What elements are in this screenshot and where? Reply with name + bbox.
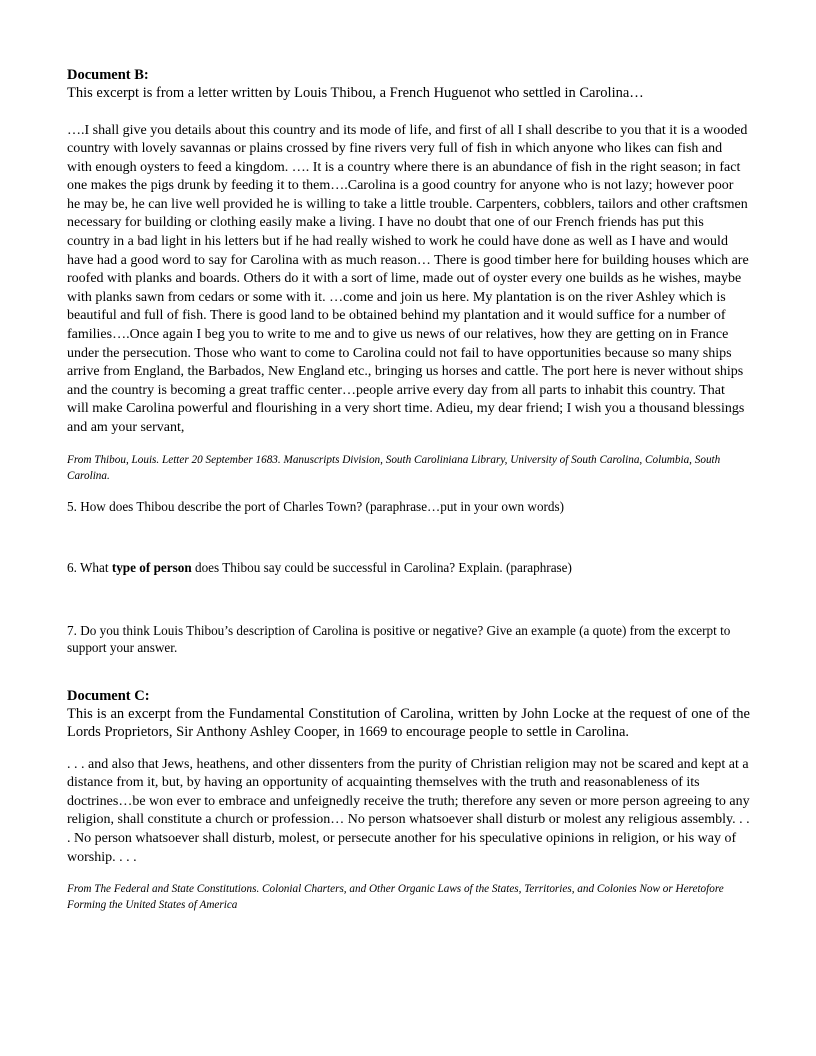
question-6-emphasis: type of person — [111, 559, 192, 575]
document-b-citation: From Thibou, Louis. Letter 20 September 1683. Manuscripts Division, South Caroliniana Library, University of South Carolina, Columbia, South Carolina. — [67, 453, 721, 482]
document-c-intro: This is an excerpt from the Fundamental Constitution of Carolina, written by John Locke at the request of one of the Lords Proprietors, Sir Anthony Ashley Cooper, in 1669 to encourage people to settle in Carolina. — [67, 705, 750, 741]
document-b-heading: Document B: — [67, 67, 149, 83]
questions-section — [67, 498, 750, 656]
document-c-heading: Document C: — [67, 687, 150, 704]
document-b-section — [67, 66, 750, 484]
question-5: 5. How does Thibou describe the port of Charles Town? (paraphrase…put in your own words) — [67, 498, 565, 514]
document-c-section — [67, 687, 750, 914]
document-c-citation: From The Federal and State Constitutions. Colonial Charters, and Other Organic Laws of the States, Territories, and Colonies Now or Heretofore Forming the United States of America — [67, 883, 724, 912]
question-7: 7. Do you think Louis Thibou’s description of Carolina is positive or negative? Give an example (a quote) from the excerpt to support your answer. — [67, 622, 731, 655]
question-6 — [67, 559, 750, 576]
document-c-excerpt: . . . and also that Jews, heathens, and other dissenters from the purity of Christian religion may not be scared and kept at a distance from it, but, by having an opportunity of acquainting themselves with the truth and reasonableness of its doctrines…be won ever to embrace and unfeignedly receive the truth; therefore any seven or more person agreeing to any religion, shall constitute a church or profession… No person whatsoever shall disturb or molest any religious assembly. . . . No person whatsoever shall disturb, molest, or persecute another for his speculative opinions in religion, or his way of worship. . . . — [67, 756, 750, 865]
document-b-excerpt: ….I shall give you details about this country and its mode of life, and first of all I shall describe to you that it is a wooded country with lovely savannas or plains crossed by fine rivers very full of fish in which anyone who likes can fish and with enough oysters to feed a kingdom. …. It is a country where there is an abundance of fish in the right season; in fact one makes the pigs drunk by feeding it to them….Carolina is a good country for anyone who is not lazy; however poor he may be, he can live well provided he is willing to take a little trouble. Carpenters, cobblers, tailors and other craftsmen necessary for building or clothing easily make a living. I have no doubt that one of our French friends has put this country in a bad light in his letters but if he had really wished to work he could have done as well as I have and would have had a good word to say for Carolina with as much reason… There is good timber here for building houses which are roofed with planks and boards. Others do it with a sort of lime, made out of oyster every one builds as he wishes, maybe with planks sawn from cedars or some with it. …come and join us here. My plantation is on the river Ashley which is beautiful and full of fish. There is good land to be obtained behind my plantation and it would suffice for a number of families….Once again I beg you to write to me and to give us news of our relatives, how they are getting on in France under the persecution. Those who want to come to Carolina could not fail to have opportunities because so many ships arrive from England, the Barbados, New England etc., bringing us horses and cattle. The port here is never without ships and the country is becoming a great traffic center…people arrive every day from all parts to inhabit this country. That will make Carolina powerful and flourishing in a very short time. Adieu, my dear friend; I wish you a thousand blessings and am your servant, — [67, 122, 749, 435]
worksheet-page — [67, 66, 750, 913]
question-6-suffix: does Thibou say could be successful in Carolina? Explain. (paraphrase) — [191, 559, 572, 575]
document-b-intro: This excerpt is from a letter written by Louis Thibou, a French Huguenot who settled in Carolina… — [67, 85, 644, 101]
question-6-prefix: 6. What — [67, 559, 112, 575]
